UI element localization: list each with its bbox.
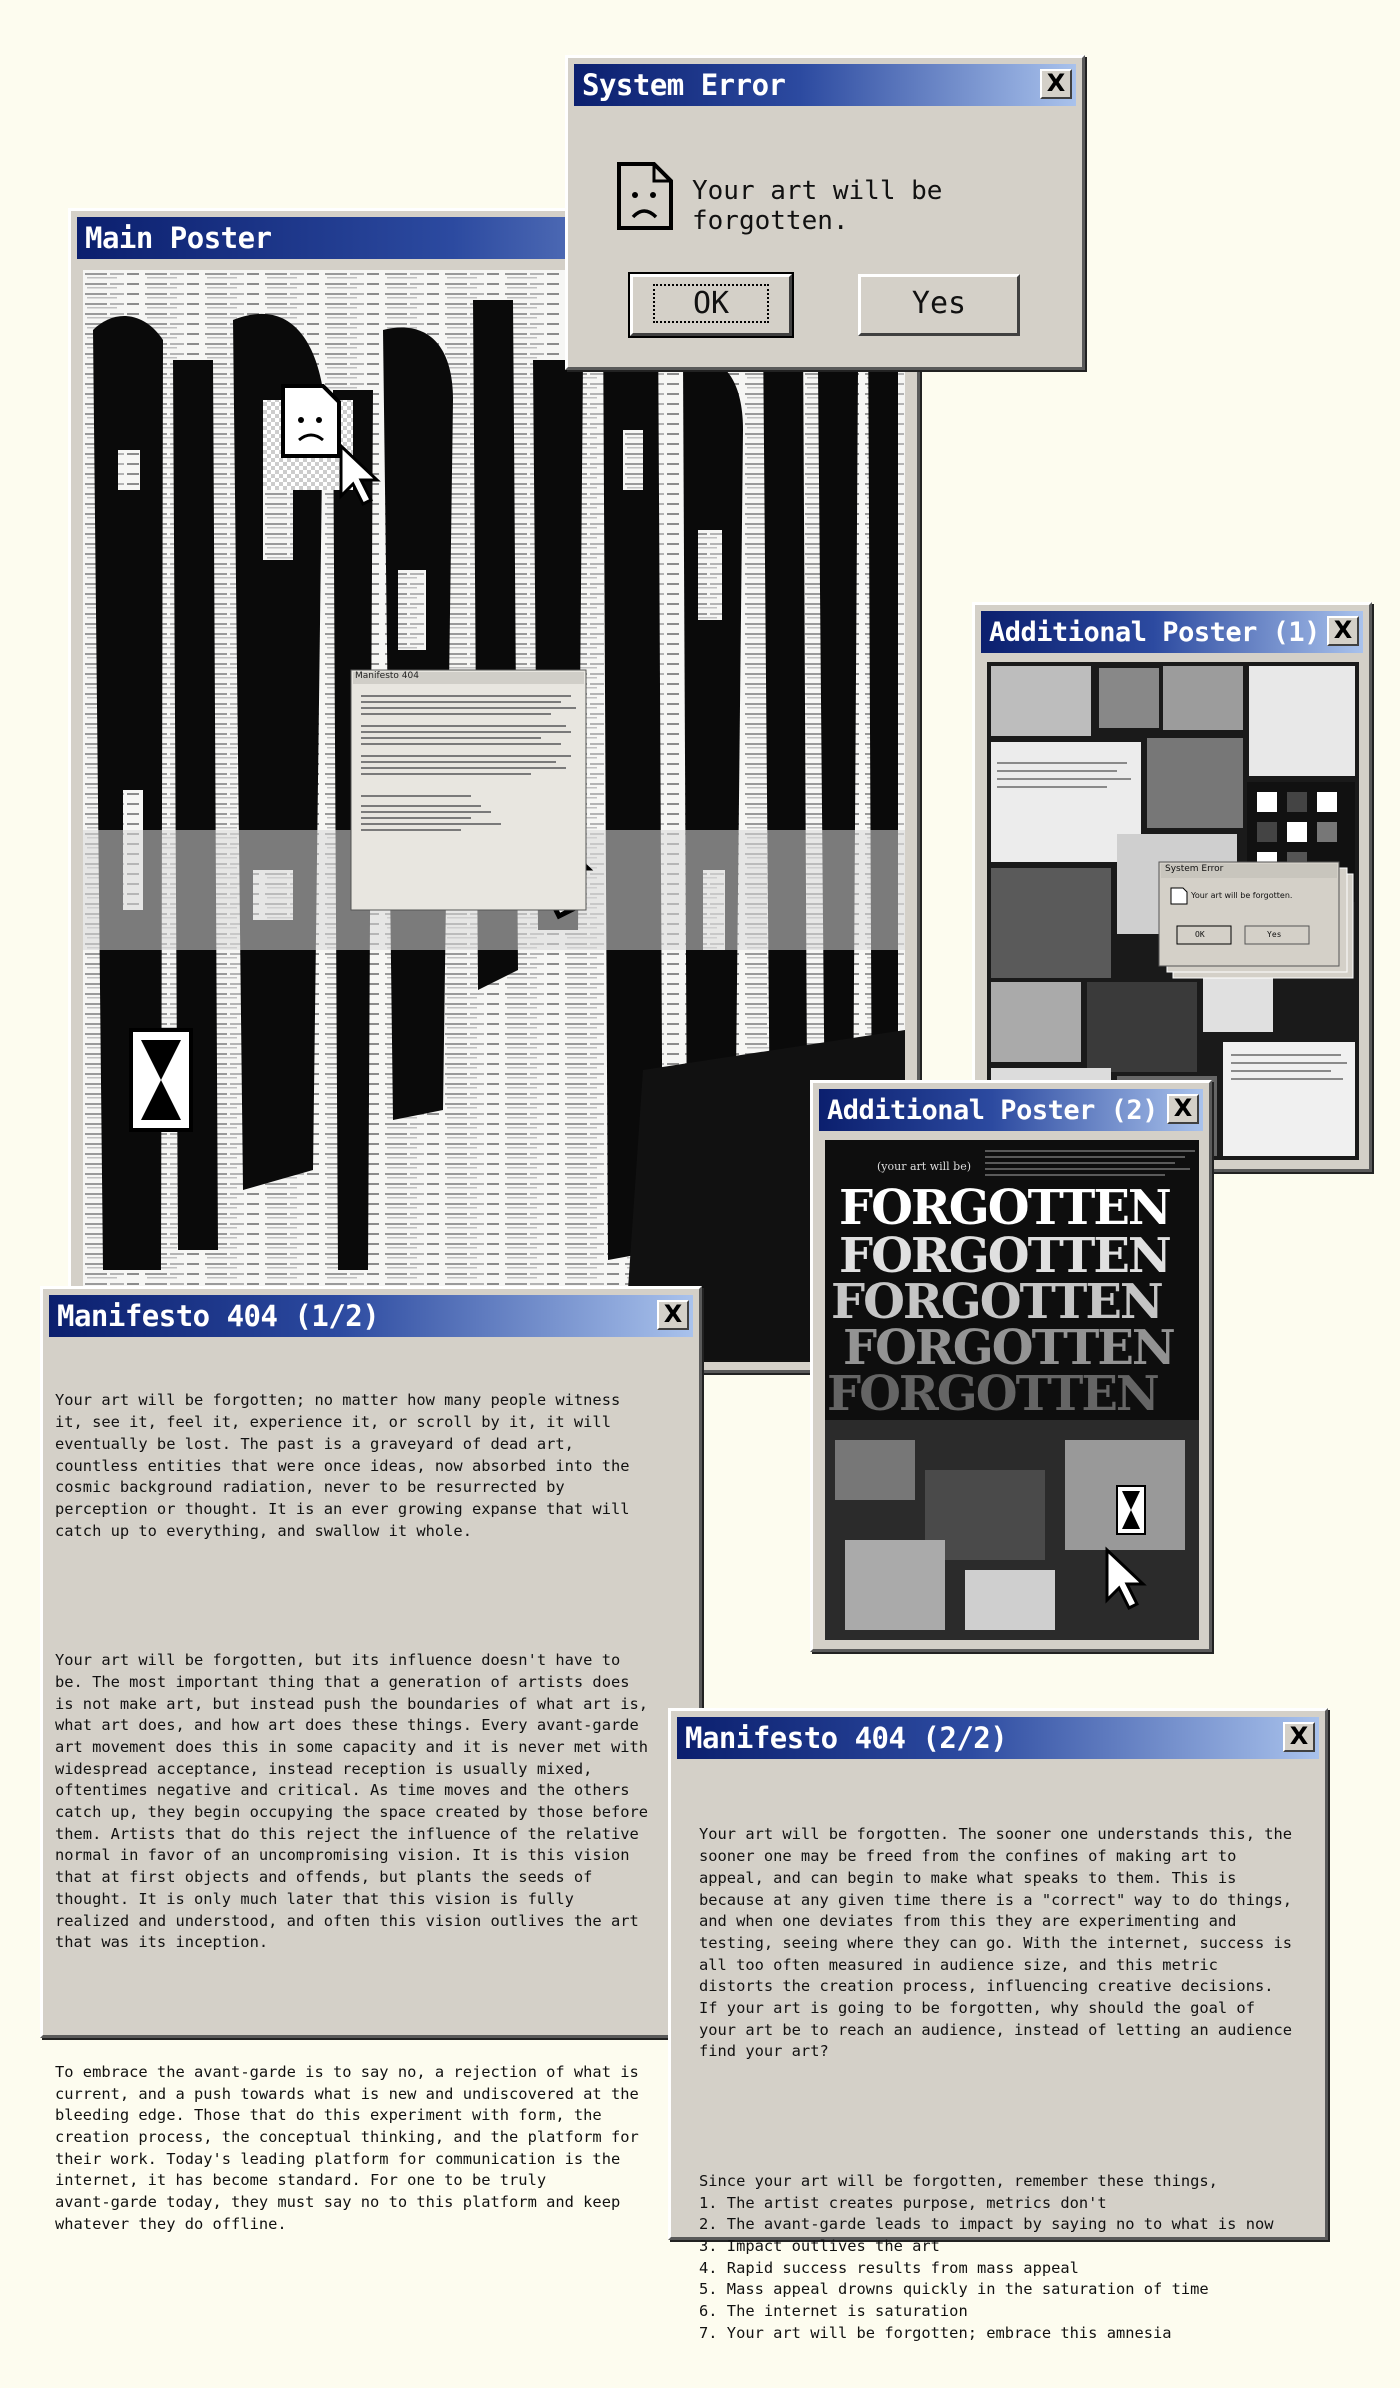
- system-error-close-button[interactable]: X: [1040, 69, 1072, 99]
- forgotten-word-3: FORGOTTEN: [831, 1274, 1162, 1330]
- forgotten-word-1: FORGOTTEN: [839, 1180, 1170, 1236]
- additional-poster-2-close-button[interactable]: X: [1167, 1094, 1199, 1124]
- main-poster-title: Main Poster: [85, 221, 272, 255]
- manifesto-1-paragraph: Your art will be forgotten; no matter how many people witness it, see it, feel it, experience it, or scroll by it, it will eventually be lost. The past is a graveyard of dead art, countless entities that were once ideas, now absorbed into the cosmic background radiation, never to be resurrected by perception or thought. It is an ever growing expanse that will catch up to everything, and swallow it whole.: [55, 1391, 630, 1540]
- additional-poster-2-image: [825, 1140, 1199, 1640]
- additional-poster-1-titlebar[interactable]: [981, 611, 1363, 653]
- manifesto-1-close-button[interactable]: X: [657, 1300, 689, 1330]
- system-error-dialog: [565, 55, 1085, 370]
- manifesto-1-window: [40, 1286, 702, 2233]
- manifesto-2-titlebar[interactable]: [677, 1717, 1319, 1759]
- manifesto-1-title: Manifesto 404 (1/2): [57, 1299, 380, 1333]
- system-error-titlebar[interactable]: [574, 64, 1076, 106]
- manifesto-2-paragraph: Your art will be forgotten. The sooner one understands this, the sooner one may be freed from the confines of making art to appeal, and can begin to make what speaks to them. This is because at any given time there is a "correct" way to do things, and when one deviates from this they are experimenting and testing, seeing where they can go. With the internet, success is all too often measured in audience size, and this metric distorts the creation process, influencing creative decisions. If your art is going to be forgotten, why should the goal of your art be to reach an audience, instead of letting an audience find your art?: [699, 1825, 1293, 2061]
- sad-file-icon: [283, 386, 339, 456]
- sad-file-icon: [616, 161, 674, 231]
- manifesto-2-window: [668, 1708, 1328, 2342]
- main-poster-artwork: [83, 270, 905, 1362]
- ok-button[interactable]: [630, 274, 792, 336]
- inner-dialog-ok-label: OK: [1195, 930, 1205, 939]
- system-error-title: System Error: [582, 68, 786, 102]
- manifesto-1-titlebar[interactable]: [49, 1295, 693, 1337]
- manifesto-2-list: Since your art will be forgotten, remember these things, 1. The artist creates purpose, metrics don't 2. The avant-garde leads to impact by saying no to what is now 3. Impact outlives the art 4. Rapid success results from mass appeal 5. Mass appeal drowns quickly in the saturation of time 6. The internet is saturation 7. Your art will be forgotten; embrace this amnesia: [699, 2171, 1274, 2342]
- manifesto-1-body: [55, 1347, 685, 2279]
- main-poster-image: [83, 270, 905, 1362]
- forgotten-word-2: FORGOTTEN: [839, 1228, 1170, 1284]
- manifesto-2-body: [699, 1781, 1311, 2388]
- additional-poster-1-close-button[interactable]: X: [1327, 616, 1359, 646]
- manifesto-1-paragraph: To embrace the avant-garde is to say no, a rejection of what is current, and a push towards what is new and undiscovered at the bleeding edge. Those that do this experiment with form, the creation process, the conceptual thinking, and the platform for their work. Today's leading platform for communication is the internet, it has become standard. For one to be truly avant-garde today, they must say no to this platform and keep whatever they do offline.: [55, 2062, 639, 2233]
- manifesto-1-paragraph: Your art will be forgotten, but its influence doesn't have to be. The most important thing that a generation of artists does is not make art, but instead push the boundaries of what art is, what art does, and how art does these things. Every avant-garde art movement does this in some capacity and it is never met with widespread acceptance, instead reception is usually mixed, oftentimes negative and critical. As time moves and the others catch up, they begin occupying the space created by those before them. Artists that do this reject the influence of the relative normal in favor of an uncompromising vision. It is this vision that at first objects and offends, but plants the seeds of thought. It is only much later that this vision is fully realized and understood, and often this vision outlives the art that was its inception.: [55, 1651, 649, 1952]
- forgotten-word-4: FORGOTTEN: [843, 1320, 1174, 1376]
- inner-manifesto-window: [351, 670, 586, 910]
- forgotten-word-5: FORGOTTEN: [827, 1366, 1158, 1422]
- system-error-message: Your art will be forgotten.: [692, 176, 943, 236]
- hourglass-icon: [1117, 1486, 1145, 1534]
- additional-poster-2-window: [810, 1080, 1212, 1652]
- additional-poster-2-titlebar[interactable]: [819, 1089, 1203, 1131]
- inner-dialog-title: System Error: [1165, 864, 1224, 874]
- hourglass-icon: [131, 1030, 191, 1130]
- manifesto-2-title: Manifesto 404 (2/2): [685, 1721, 1008, 1755]
- header-text: (your art will be): [877, 1160, 972, 1173]
- manifesto-2-close-button[interactable]: X: [1283, 1722, 1315, 1752]
- inner-manifesto-title: Manifesto 404: [355, 671, 419, 681]
- inner-dialog-yes-label: Yes: [1267, 930, 1282, 939]
- additional-poster-1-title: Additional Poster (1): [989, 616, 1320, 648]
- inner-dialog-message: Your art will be forgotten.: [1191, 891, 1293, 900]
- additional-poster-2-title: Additional Poster (2): [827, 1094, 1158, 1126]
- yes-button[interactable]: [858, 274, 1020, 336]
- ok-button-label: OK: [653, 284, 769, 323]
- yes-button-label: Yes: [911, 286, 967, 321]
- main-poster-window: [68, 208, 920, 1373]
